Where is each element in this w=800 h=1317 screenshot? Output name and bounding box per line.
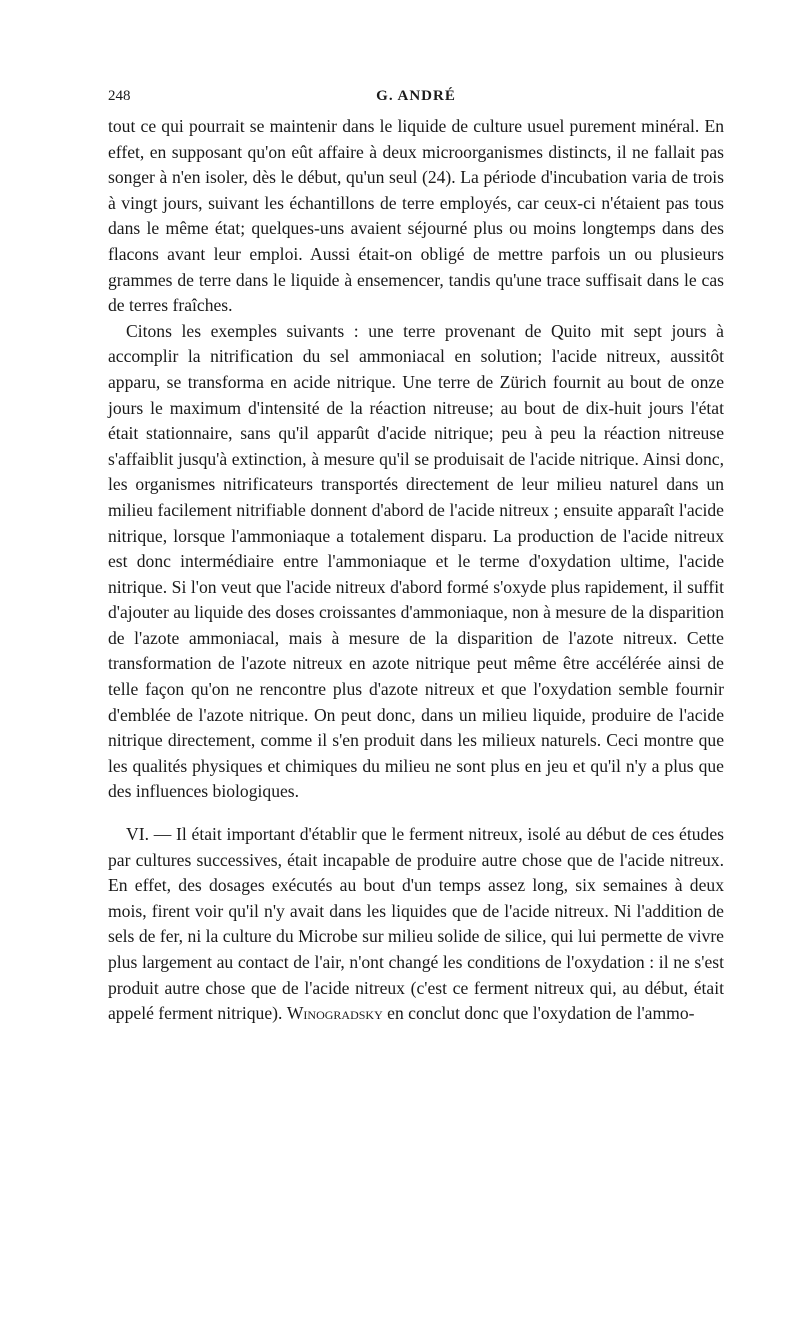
paragraph-2: Citons les exemples suivants : une terre provenant de Quito mit sept jours à accomplir la nitrification du sel ammoniacal en solution; l'acide nitreux, aussitôt apparu, se transforma en acide nitrique. Une terre de Zürich fournit au bout de onze jours le maximum d'intensité de la réaction nitreuse; au bout de dix-huit jours l'état était stationnaire, sans qu'il apparût d'acide nitrique; peu à peu la réaction nitreuse s'affaiblit jusqu'à extinction, à mesure qu'il se produisait de l'acide nitrique. Ainsi donc, les organismes nitrificateurs transportés directement de leur milieu naturel dans un milieu facilement nitrifiable donnent d'abord de l'acide nitreux ; ensuite apparaît l'acide nitrique, lorsque l'ammoniaque a totalement disparu. La production de l'acide nitreux est donc intermédiaire entre l'ammoniaque et le terme d'oxydation ultime, l'acide nitrique. Si l'on veut que l'acide nitreux d'abord formé s'oxyde plus rapidement, il suffit d'ajouter au liquide des doses croissantes d'ammoniaque, non à mesure de la disparition de l'azote ammoniacal, mais à mesure de la disparition de l'azote nitreux. Cette transformation de l'azote nitreux en azote nitrique peut même être accélérée ainsi de telle façon qu'on ne rencontre plus d'azote nitreux et que l'oxydation semble fournir d'emblée de l'azote nitrique. On peut donc, dans un milieu liquide, produire de l'acide nitrique directement, comme il s'en produit dans les milieux naturels. Ceci montre que les qualités physiques et chimiques du milieu ne sont plus en jeu et qu'il n'y a plus que des influences biologiques. xyxy=(108,320,724,802)
author-name: Winogradsky xyxy=(286,1003,383,1024)
body-text xyxy=(108,114,724,1027)
paragraph-3-tail: en conclut donc que l'oxydation de l'ammo- xyxy=(387,1003,695,1024)
paragraph-3-text: VI. — Il était important d'établir que le ferment nitreux, isolé au début de ces études par cultures successives, était incapable de produire autre chose que de l'acide nitreux. En effet, des dosages exécutés au bout d'un temps assez long, six semaines à deux mois, firent voir qu'il n'y avait dans les liquides que de l'acide nitreux. Ni l'addition de sels de fer, ni la culture du Microbe sur milieu solide de silice, qui lui permette de vivre plus largement au contact de l'air, n'ont changé les conditions de l'oxydation : il ne s'est produit autre chose que de l'acide nitreux (c'est ce ferment nitreux qui, au début, était appelé ferment nitrique). xyxy=(108,824,724,1024)
page-number: 248 xyxy=(108,88,131,104)
paragraph-1: tout ce qui pourrait se maintenir dans le liquide de culture usuel purement minéral. En effet, en supposant qu'on eût affaire à deux microorganismes distincts, il ne fallait pas songer à n'en isoler, dès le début, qu'un seul (24). La période d'incubation varia de trois à vingt jours, suivant les échantillons de terre employés, car ceux-ci n'étaient pas tous dans le même état; quelques-uns avaient séjourné plus ou moins longtemps dans des flacons avant leur emploi. Aussi était-on obligé de mettre parfois un ou plusieurs grammes de terre dans le liquide à ensemencer, tandis qu'une trace suffisait dans le cas de terres fraîches. xyxy=(108,116,724,316)
page xyxy=(108,88,724,1027)
page-header xyxy=(108,88,724,114)
paragraph-3 xyxy=(108,822,724,1027)
running-head: G. ANDRÉ xyxy=(376,88,456,104)
